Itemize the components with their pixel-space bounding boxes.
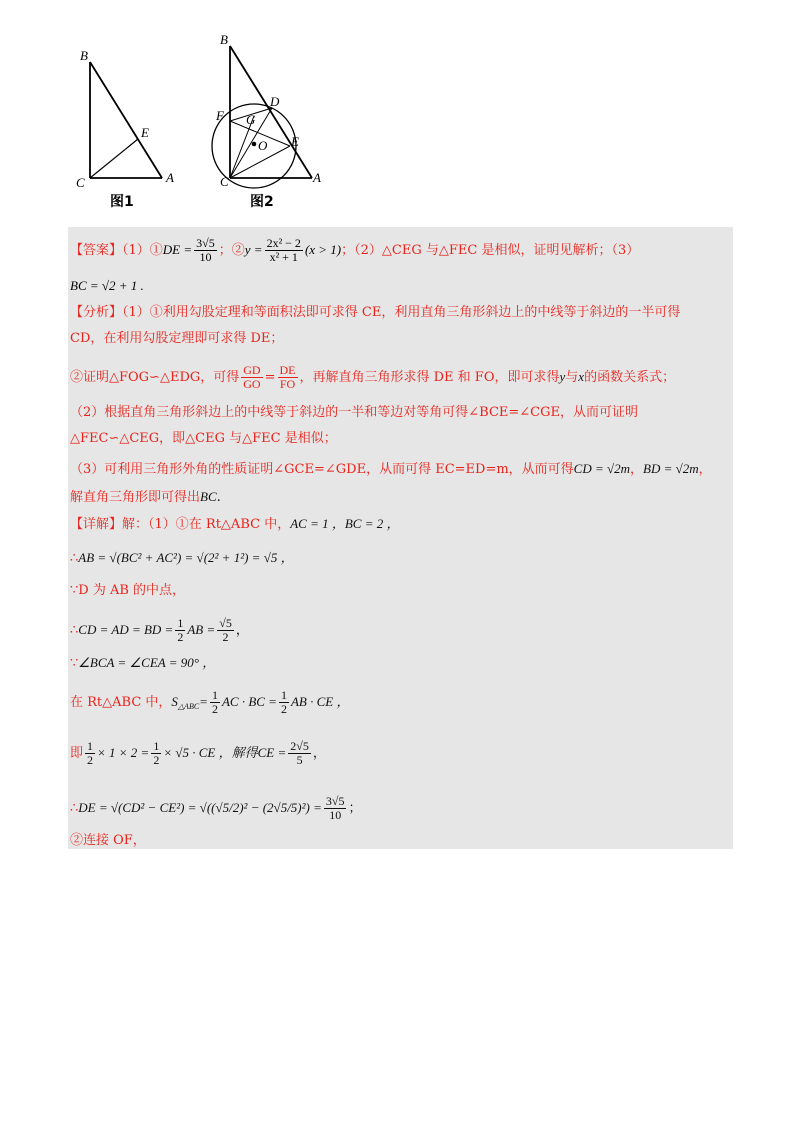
analysis-comma: ， xyxy=(630,462,644,477)
answer-y-fraction xyxy=(265,237,303,264)
detail-because: ∵ xyxy=(70,656,79,671)
detail-line-2 xyxy=(70,548,294,569)
analysis-line-2 xyxy=(70,329,283,349)
detail-de-formula: DE = √(CD² − CE²) = √((√5/2)² − (2√5/5)²) = xyxy=(78,800,322,815)
answer-part2: ；（2）△CEG 与△FEC 是相似，证明见解析；（3） xyxy=(341,243,640,258)
answer-line-2 xyxy=(70,276,144,297)
frac-num: DE xyxy=(279,363,296,377)
analysis-var-x: x xyxy=(578,369,585,384)
detail-text-3: ∵D 为 AB 的中点， xyxy=(70,583,186,598)
detail-line-1 xyxy=(70,514,399,535)
detail-comma: ， xyxy=(312,746,326,761)
detail-line-6 xyxy=(70,689,349,716)
detail-area-sub: △ABC xyxy=(177,702,200,711)
frac-den: GO xyxy=(243,377,261,391)
answer-sep: ；② xyxy=(218,243,245,258)
frac-den: 2 xyxy=(87,753,94,767)
analysis-text-2: CD，在利用勾股定理即可求得 DE； xyxy=(70,331,284,346)
fig2-label-e: E xyxy=(291,134,299,149)
frac-den: 2 xyxy=(153,753,160,767)
analysis-bc: BC xyxy=(200,489,217,504)
frac-den: 2 xyxy=(177,630,184,644)
analysis-text-6a: （3）可利用三角形外角的性质证明∠GCE=∠GDE，从而可得 EC=ED=m，从而可得 xyxy=(70,462,574,477)
analysis-period: . xyxy=(216,490,221,505)
circle-center-dot xyxy=(252,142,257,147)
detail-frac-half-b xyxy=(279,689,289,716)
answer-y: y = xyxy=(244,242,263,257)
detail-therefore: ∴ xyxy=(70,623,79,638)
fig1-caption: 图1 xyxy=(110,194,134,210)
analysis-fraction-gd-go xyxy=(241,364,262,391)
analysis-text-3a: ②证明△FOG∽△EDG，可得 xyxy=(70,370,240,385)
frac-den: x² + 1 xyxy=(269,250,298,264)
detail-therefore: ∴ xyxy=(70,551,79,566)
frac-num: 2√5 xyxy=(290,739,309,753)
detail-ji: 即 xyxy=(70,746,84,761)
frac-num: 1 xyxy=(280,688,287,702)
detail-frac-de xyxy=(324,795,347,822)
detail-line-3 xyxy=(70,581,185,601)
analysis-line-1 xyxy=(70,303,680,323)
analysis-text-3b: ，再解直角三角形求得 DE 和 FO，即可求得 xyxy=(299,370,560,385)
detail-ac-bc: AC · BC = xyxy=(221,694,277,709)
analysis-cd: CD = √2m xyxy=(573,461,631,476)
figure-1 xyxy=(90,62,162,178)
frac-num: 1 xyxy=(153,739,160,753)
fig1-label-b: B xyxy=(80,48,88,63)
detail-ab-formula: AB = √(BC² + AC²) = √(2² + 1²) = √5 ， xyxy=(78,550,294,565)
analysis-line-4 xyxy=(70,403,638,423)
answer-part1: （1）① xyxy=(122,243,163,258)
analysis-text-3c: 的函数关系式； xyxy=(584,370,676,385)
detail-line-5 xyxy=(70,653,215,674)
answer-de: DE = xyxy=(162,242,193,257)
detail-cd-eq: CD = AD = BD = xyxy=(78,622,174,637)
detail-product: × 1 × 2 = xyxy=(97,745,150,760)
frac-den: FO xyxy=(279,377,296,391)
frac-num: 1 xyxy=(87,739,94,753)
detail-line-7 xyxy=(70,740,326,767)
detail-angle-eq: ∠BCA = ∠CEA = 90° ， xyxy=(78,655,216,670)
analysis-text-7a: 解直角三角形即可得出 xyxy=(70,490,201,505)
frac-num: 1 xyxy=(211,688,218,702)
analysis-text-1: （1）①利用勾股定理和等面积法即可求得 CE，利用直角三角形斜边上的中线等于斜边的一半可得 xyxy=(122,305,681,320)
figures xyxy=(70,28,350,218)
detail-text-6a: 在 Rt△ABC 中， xyxy=(70,695,172,710)
frac-den: 10 xyxy=(199,250,212,264)
detail-tag: 【详解】 xyxy=(70,517,123,532)
fig2-label-g: G xyxy=(246,112,256,127)
fig1-label-c: C xyxy=(76,175,85,190)
fig1-label-a: A xyxy=(166,170,174,185)
answer-tag: 【答案】 xyxy=(70,243,123,258)
analysis-eq: = xyxy=(264,370,276,385)
analysis-end: ， xyxy=(698,462,712,477)
frac-den: 2 xyxy=(211,702,218,716)
detail-ce-eq: CE = xyxy=(257,745,287,760)
fig2-label-o: O xyxy=(258,138,268,153)
detail-line-4 xyxy=(70,617,249,644)
analysis-text-4: （2）根据直角三角形斜边上的中线等于斜边的一半和等边对等角可得∠BCE=∠CGE，从而可证明 xyxy=(70,405,639,420)
detail-comma: ， xyxy=(235,623,249,638)
analysis-text-5: △FEC∽△CEG，即△CEG 与△FEC 是相似； xyxy=(70,431,337,446)
frac-den: 5 xyxy=(296,753,303,767)
frac-den: 2 xyxy=(222,630,229,644)
detail-frac-ce xyxy=(288,740,311,767)
frac-num: √5 xyxy=(219,616,232,630)
detail-frac-half-a xyxy=(210,689,220,716)
fig2-caption: 图2 xyxy=(250,194,274,210)
fig1-label-e: E xyxy=(141,125,149,140)
analysis-bd: BD = √2m xyxy=(643,461,699,476)
detail-text-9: ②连接 OF， xyxy=(70,833,146,848)
detail-line-8 xyxy=(70,795,362,822)
analysis-line-5 xyxy=(70,429,337,449)
analysis-yu: 与 xyxy=(565,370,579,385)
fig2-label-c: C xyxy=(220,174,229,189)
fig2-label-f: F xyxy=(216,108,224,123)
frac-num: 1 xyxy=(177,616,184,630)
answer-line-1 xyxy=(70,237,639,264)
answer-de-fraction xyxy=(194,237,217,264)
figure-2 xyxy=(212,46,312,188)
detail-line-9 xyxy=(70,831,146,851)
detail-frac-root5-2 xyxy=(217,617,234,644)
detail-therefore: ∴ xyxy=(70,801,79,816)
analysis-line-6 xyxy=(70,459,712,480)
detail-root5-ce: × √5 · CE ，解得 xyxy=(163,745,258,760)
frac-num: 2x² − 2 xyxy=(266,236,301,250)
detail-semicolon: ； xyxy=(348,801,362,816)
frac-num: GD xyxy=(243,363,261,377)
detail-frac-half-c xyxy=(85,740,95,767)
analysis-fraction-de-fo xyxy=(278,364,298,391)
detail-area-s: S xyxy=(171,694,178,709)
frac-num: 3√5 xyxy=(325,794,345,808)
detail-text-1a: 解：（1）①在 Rt△ABC 中， xyxy=(122,517,291,532)
frac-den: 10 xyxy=(329,808,342,822)
detail-eq: = xyxy=(199,694,208,709)
fig2-label-b: B xyxy=(220,32,228,47)
detail-text-1b: AC = 1 ，BC = 2 ， xyxy=(290,516,400,531)
answer-part3: BC = √2 + 1 . xyxy=(70,278,144,293)
analysis-line-3 xyxy=(70,364,675,391)
fig2-label-d: D xyxy=(270,94,280,109)
frac-num: 3√5 xyxy=(196,236,215,250)
analysis-line-7 xyxy=(70,487,221,508)
fig2-label-a: A xyxy=(313,170,321,185)
detail-ab-eq: AB = xyxy=(187,622,216,637)
analysis-var-y: y xyxy=(559,369,566,384)
geometry-figures xyxy=(70,28,350,218)
answer-y-condition: (x > 1) xyxy=(304,242,342,257)
detail-frac-half-d xyxy=(151,740,161,767)
analysis-tag: 【分析】 xyxy=(70,305,123,320)
frac-den: 2 xyxy=(280,702,287,716)
detail-frac-half xyxy=(175,617,185,644)
detail-ab-ce: AB · CE ， xyxy=(290,694,350,709)
